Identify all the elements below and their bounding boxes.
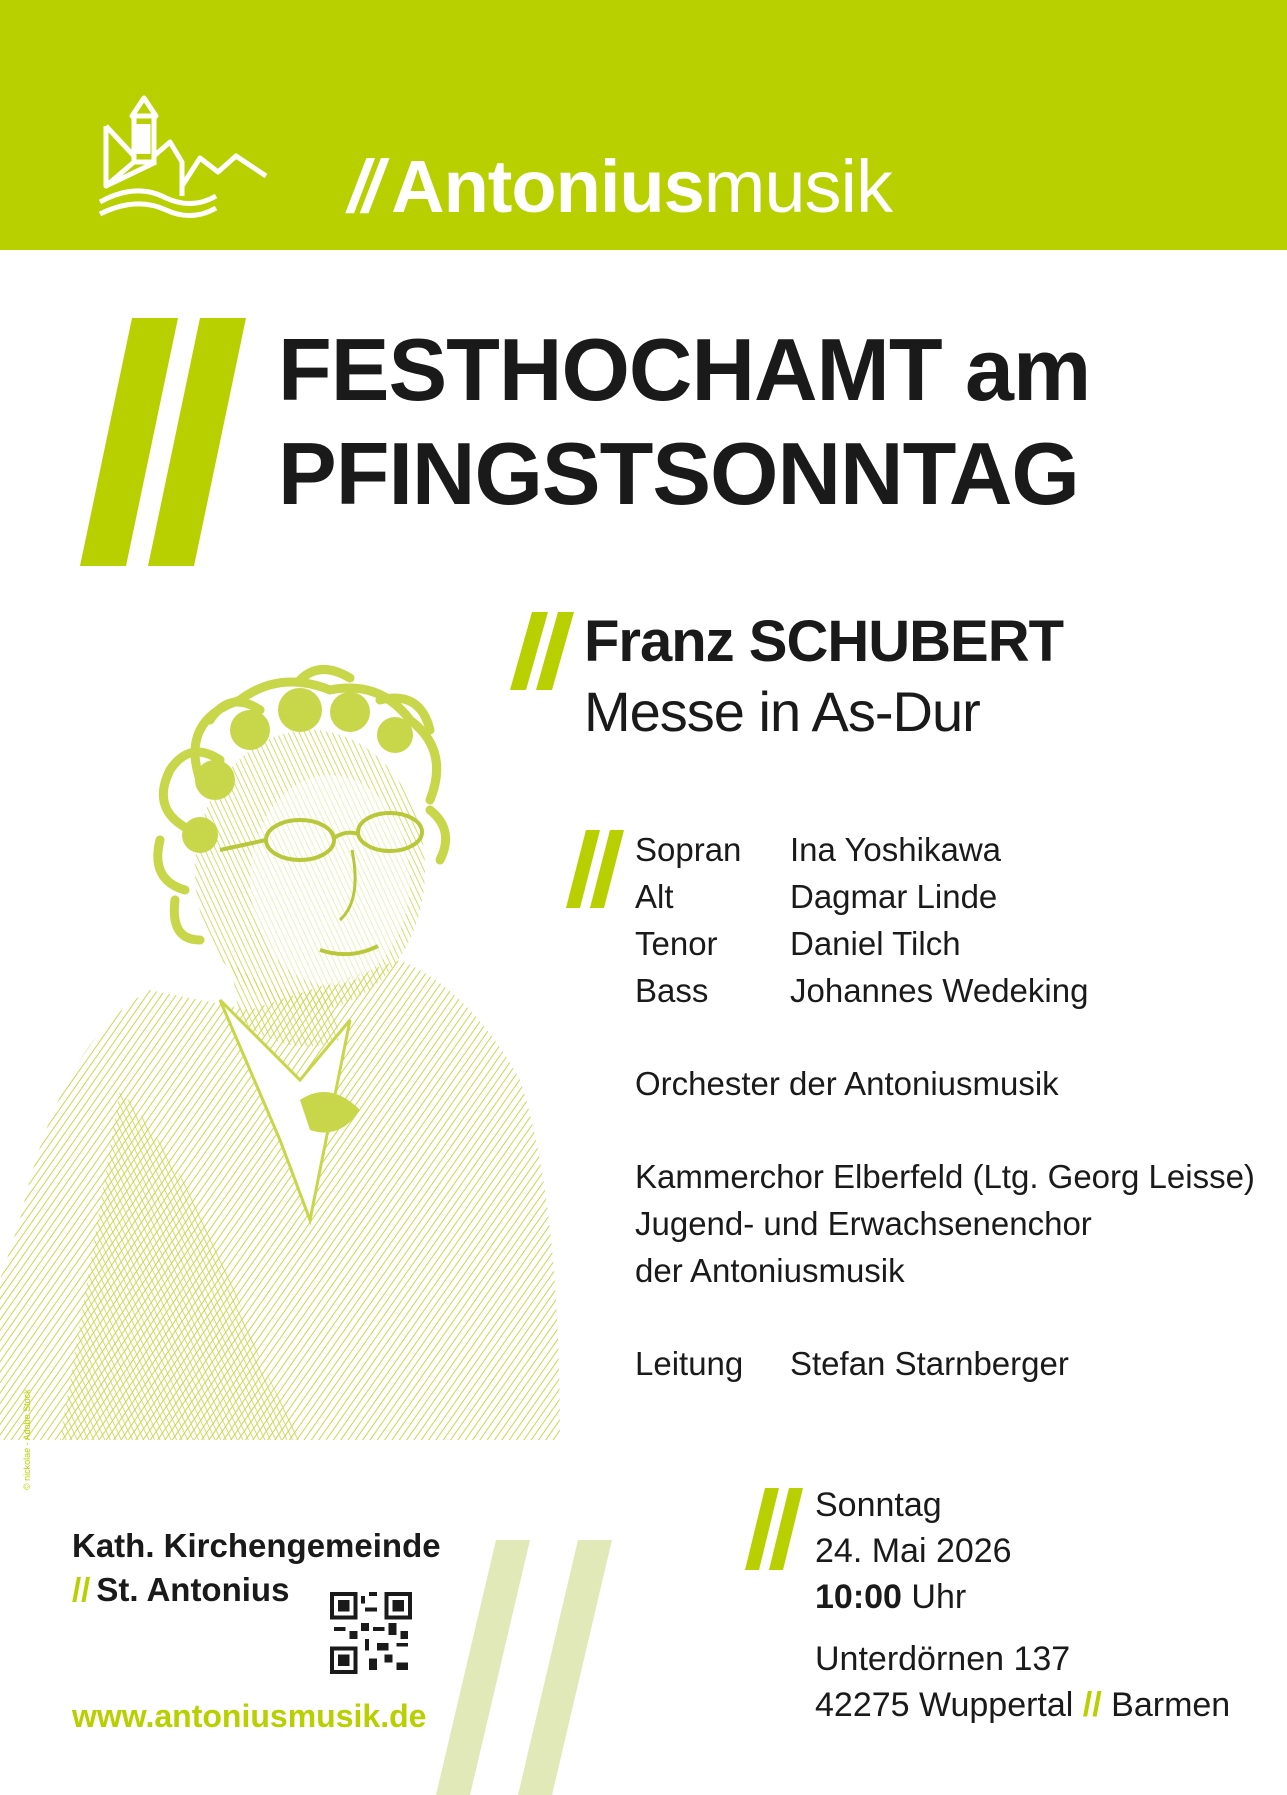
- schubert-portrait-icon: [0, 660, 560, 1440]
- event-city-line: [815, 1682, 1230, 1728]
- soloist-row: [635, 873, 1255, 920]
- soloist-role: Tenor: [635, 925, 718, 962]
- event-time: [815, 1574, 1230, 1620]
- parish-prefix: //: [72, 1571, 91, 1608]
- conductor-role: Leitung: [635, 1345, 744, 1382]
- event-block: [815, 1482, 1230, 1728]
- soloist-role: Alt: [635, 878, 674, 915]
- choir-line-2: Jugend- und Erwachsenenchor: [635, 1205, 1092, 1242]
- slash-decoration-icon: [508, 612, 578, 692]
- slash-decoration-icon: [80, 318, 250, 568]
- title-line-1: FESTHOCHAMT am: [278, 320, 1091, 419]
- title-line-2: PFINGSTSONNTAG: [278, 424, 1079, 523]
- parish-name: St. Antonius: [96, 1571, 290, 1608]
- soloist-name: Dagmar Linde: [790, 878, 998, 915]
- event-district: Barmen: [1111, 1686, 1231, 1724]
- soloist-role: Sopran: [635, 831, 742, 868]
- qr-code-icon[interactable]: [330, 1592, 412, 1674]
- event-date: 24. Mai 2026: [815, 1532, 1012, 1570]
- event-street: Unterdörnen 137: [815, 1640, 1071, 1678]
- slash-decoration-icon: [566, 830, 626, 910]
- event-time-unit: Uhr: [901, 1578, 967, 1616]
- choir-line-3: der Antoniusmusik: [635, 1252, 905, 1289]
- soloist-row: [635, 967, 1255, 1014]
- cast-list: [635, 826, 1255, 1387]
- conductor-row: [635, 1340, 1255, 1387]
- header-band: [0, 0, 1287, 250]
- image-credit: © nickolae - Adobe Stock: [22, 1389, 32, 1490]
- brand-light: musik: [703, 145, 892, 228]
- brand-bold: Antonius: [391, 145, 704, 228]
- slash-decoration-icon: [436, 1540, 616, 1795]
- work-title: Messe in As-Dur: [584, 680, 980, 743]
- orchestra: Orchester der Antoniusmusik: [635, 1065, 1059, 1102]
- composer-name: Franz SCHUBERT: [584, 609, 1064, 674]
- soloist-name: Ina Yoshikawa: [790, 831, 1002, 868]
- page-title: [278, 318, 1090, 526]
- soloist-row: [635, 920, 1255, 967]
- soloist-name: Daniel Tilch: [790, 925, 961, 962]
- soloist-name: Johannes Wedeking: [790, 972, 1089, 1009]
- event-separator: //: [1082, 1686, 1102, 1724]
- website-link[interactable]: www.antoniusmusik.de: [72, 1698, 427, 1734]
- event-day: Sonntag: [815, 1486, 942, 1524]
- church-logo-icon: [96, 86, 276, 236]
- conductor-name: Stefan Starnberger: [790, 1345, 1069, 1382]
- program-block: [584, 608, 1063, 748]
- soloist-row: [635, 826, 1255, 873]
- event-time-value: 10:00: [815, 1578, 902, 1616]
- brand-slashes: //: [348, 145, 378, 228]
- soloist-role: Bass: [635, 972, 709, 1009]
- choir-line-1: Kammerchor Elberfeld (Ltg. Georg Leisse): [635, 1158, 1255, 1195]
- parish-line-1: Kath. Kirchengemeinde: [72, 1527, 441, 1564]
- brand-wordmark: [348, 145, 892, 228]
- event-city: 42275 Wuppertal: [815, 1686, 1074, 1724]
- slash-decoration-icon: [745, 1488, 805, 1572]
